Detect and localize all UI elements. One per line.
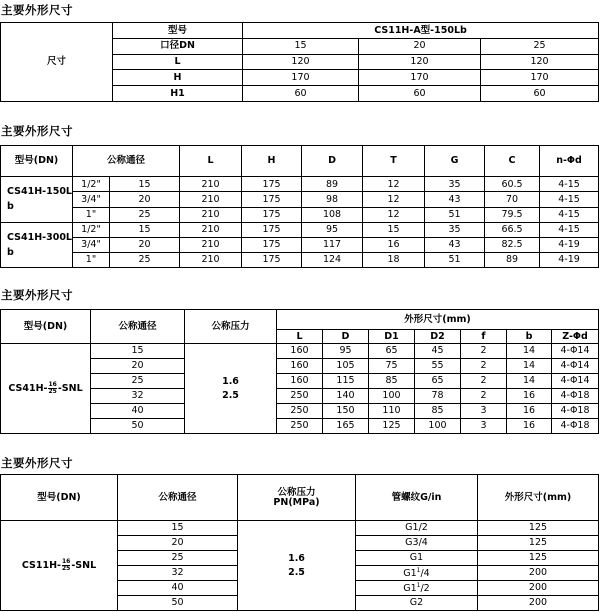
cell: 89 bbox=[302, 177, 363, 192]
pressure-value: 2.5 bbox=[288, 566, 305, 578]
cell: 51 bbox=[425, 252, 485, 267]
row-label: H bbox=[113, 70, 243, 86]
thread-cell bbox=[356, 581, 478, 596]
cell: 16 bbox=[507, 419, 552, 434]
model-header: 型号 bbox=[113, 23, 243, 39]
cell: 85 bbox=[415, 404, 461, 419]
cell: 65 bbox=[415, 374, 461, 389]
thread-fraction-den: /2 bbox=[420, 582, 430, 594]
cell: 120 bbox=[481, 54, 599, 70]
model-suffix: -SNL bbox=[71, 560, 97, 571]
col-header bbox=[238, 475, 356, 521]
cell: 15 bbox=[110, 177, 180, 192]
cell: 95 bbox=[302, 222, 363, 237]
fraction-top: 16 bbox=[48, 381, 57, 388]
cell: 4-Φ14 bbox=[552, 374, 599, 389]
cell: 60 bbox=[243, 86, 359, 102]
cell: 120 bbox=[359, 54, 481, 70]
cell: 210 bbox=[180, 222, 242, 237]
model-cell bbox=[1, 344, 91, 434]
table-row bbox=[1, 404, 599, 419]
cell: 14 bbox=[507, 359, 552, 374]
thread-fraction-num: 1 bbox=[416, 581, 421, 589]
dim-cell: 125 bbox=[478, 551, 599, 566]
cell: 20 bbox=[110, 192, 180, 207]
cell: 3 bbox=[461, 404, 507, 419]
section-title-3: 主要外形尺寸 bbox=[1, 288, 73, 302]
table-row bbox=[1, 521, 599, 536]
model-cell: CS41H-300Lb bbox=[1, 222, 73, 267]
dn-cell: 32 bbox=[91, 389, 185, 404]
cell: 60.5 bbox=[485, 177, 540, 192]
cell: 117 bbox=[302, 237, 363, 252]
cell: 12 bbox=[363, 207, 425, 222]
cell: 4-Φ18 bbox=[552, 404, 599, 419]
pressure-value: 1.6 bbox=[222, 375, 239, 387]
sub-header: f bbox=[461, 330, 507, 344]
thread-value: G3/4 bbox=[405, 537, 428, 549]
size-inch-cell: 3/4" bbox=[73, 237, 110, 252]
cell: 210 bbox=[180, 237, 242, 252]
model-suffix: -SNL bbox=[57, 383, 83, 394]
table-row bbox=[1, 177, 599, 192]
cell: 4-15 bbox=[540, 177, 599, 192]
row-label: L bbox=[113, 54, 243, 70]
col-header: 公称通径 bbox=[73, 146, 180, 177]
cell: 43 bbox=[425, 237, 485, 252]
cell: 14 bbox=[507, 374, 552, 389]
section-title-4: 主要外形尺寸 bbox=[1, 456, 73, 470]
cell: 2 bbox=[461, 344, 507, 359]
cell: 160 bbox=[277, 359, 323, 374]
cell: 4-15 bbox=[540, 207, 599, 222]
sub-header: D bbox=[323, 330, 369, 344]
cell: 170 bbox=[243, 70, 359, 86]
thread-value: G1 bbox=[403, 567, 417, 579]
dn-cell: 20 bbox=[118, 536, 238, 551]
table-row bbox=[1, 252, 599, 267]
model-prefix: CS11H- bbox=[21, 560, 61, 571]
section-title-2: 主要外形尺寸 bbox=[1, 124, 73, 138]
cell: 115 bbox=[323, 374, 369, 389]
cell: 65 bbox=[369, 344, 415, 359]
cell: 160 bbox=[277, 374, 323, 389]
cell: 250 bbox=[277, 389, 323, 404]
model-cell: CS41H-150Lb bbox=[1, 177, 73, 222]
col-header: 管螺纹G/in bbox=[356, 475, 478, 521]
cell: 60 bbox=[481, 86, 599, 102]
cell: 100 bbox=[415, 419, 461, 434]
cell: 35 bbox=[425, 177, 485, 192]
col-header: 外形尺寸(mm) bbox=[277, 310, 599, 330]
cell: 170 bbox=[359, 70, 481, 86]
dn-value: 15 bbox=[243, 38, 359, 54]
col-header: 公称通径 bbox=[118, 475, 238, 521]
col-header: 外形尺寸(mm) bbox=[478, 475, 599, 521]
cell: 4-15 bbox=[540, 222, 599, 237]
dn-cell: 50 bbox=[91, 419, 185, 434]
dim-cell: 125 bbox=[478, 536, 599, 551]
table-row bbox=[1, 207, 599, 222]
table-row bbox=[1, 222, 599, 237]
pressure-cell bbox=[185, 344, 277, 434]
dim-cell: 125 bbox=[478, 521, 599, 536]
thread-fraction-num: 1 bbox=[416, 566, 421, 574]
cell: 16 bbox=[363, 237, 425, 252]
dn-value: 20 bbox=[359, 38, 481, 54]
cell: 15 bbox=[110, 222, 180, 237]
cell: 12 bbox=[363, 177, 425, 192]
cell: 175 bbox=[242, 237, 302, 252]
cell: 4-15 bbox=[540, 192, 599, 207]
cell: 250 bbox=[277, 404, 323, 419]
cell: 95 bbox=[323, 344, 369, 359]
dn-cell: 40 bbox=[118, 581, 238, 596]
pressure-value: 1.6 bbox=[288, 552, 305, 564]
sub-header: Z-Φd bbox=[552, 330, 599, 344]
thread-cell bbox=[356, 536, 478, 551]
col-header: C bbox=[485, 146, 540, 177]
cell: 18 bbox=[363, 252, 425, 267]
col-header: 型号(DN) bbox=[1, 310, 91, 344]
dn-value: 25 bbox=[481, 38, 599, 54]
cell: 210 bbox=[180, 192, 242, 207]
pn-header-line1: 公称压力 bbox=[277, 487, 316, 498]
dn-cell: 50 bbox=[118, 596, 238, 611]
cell: 20 bbox=[110, 237, 180, 252]
dim-cell: 200 bbox=[478, 581, 599, 596]
table-row bbox=[1, 344, 599, 359]
cell: 175 bbox=[242, 252, 302, 267]
cell: 110 bbox=[369, 404, 415, 419]
col-header: 公称通径 bbox=[91, 310, 185, 344]
cell: 4-Φ14 bbox=[552, 344, 599, 359]
cell: 175 bbox=[242, 207, 302, 222]
table-row bbox=[1, 374, 599, 389]
table-row bbox=[1, 192, 599, 207]
thread-cell bbox=[356, 596, 478, 611]
cell: 210 bbox=[180, 252, 242, 267]
thread-fraction-den: /4 bbox=[420, 567, 430, 579]
sub-header: b bbox=[507, 330, 552, 344]
cell: 108 bbox=[302, 207, 363, 222]
size-inch-cell: 1" bbox=[73, 207, 110, 222]
cell: 250 bbox=[277, 419, 323, 434]
table-cs41h-snl bbox=[0, 309, 599, 434]
cell: 105 bbox=[323, 359, 369, 374]
table-row bbox=[1, 237, 599, 252]
thread-cell bbox=[356, 551, 478, 566]
dn-label: 口径DN bbox=[113, 38, 243, 54]
table-row bbox=[1, 389, 599, 404]
cell: 4-19 bbox=[540, 252, 599, 267]
cell: 15 bbox=[363, 222, 425, 237]
size-inch-cell: 3/4" bbox=[73, 192, 110, 207]
cell: 12 bbox=[363, 192, 425, 207]
cell: 60 bbox=[359, 86, 481, 102]
sub-header: D1 bbox=[369, 330, 415, 344]
dn-cell: 25 bbox=[91, 374, 185, 389]
dim-cell: 200 bbox=[478, 566, 599, 581]
cell: 98 bbox=[302, 192, 363, 207]
cell: 78 bbox=[415, 389, 461, 404]
sub-header: D2 bbox=[415, 330, 461, 344]
size-inch-cell: 1/2" bbox=[73, 177, 110, 192]
cell: 35 bbox=[425, 222, 485, 237]
thread-value: G1/2 bbox=[405, 522, 428, 534]
dn-cell: 20 bbox=[91, 359, 185, 374]
table-row bbox=[1, 359, 599, 374]
cell: 43 bbox=[425, 192, 485, 207]
cell: 2 bbox=[461, 374, 507, 389]
dn-cell: 32 bbox=[118, 566, 238, 581]
col-header: n-Φd bbox=[540, 146, 599, 177]
table-cs41h bbox=[0, 145, 599, 268]
cell: 165 bbox=[323, 419, 369, 434]
cell: 89 bbox=[485, 252, 540, 267]
fraction-bottom: 25 bbox=[48, 388, 57, 395]
col-header: 公称压力 bbox=[185, 310, 277, 344]
cell: 125 bbox=[369, 419, 415, 434]
cell: 70 bbox=[485, 192, 540, 207]
section-title-1: 主要外形尺寸 bbox=[1, 3, 73, 17]
pressure-cell bbox=[238, 521, 356, 611]
table-cs11h-snl bbox=[0, 474, 599, 611]
cell: 3 bbox=[461, 419, 507, 434]
size-inch-cell: 1/2" bbox=[73, 222, 110, 237]
cell: 120 bbox=[243, 54, 359, 70]
col-header: L bbox=[180, 146, 242, 177]
pressure-value: 2.5 bbox=[222, 389, 239, 401]
cell: 25 bbox=[110, 207, 180, 222]
col-header: T bbox=[363, 146, 425, 177]
dn-cell: 40 bbox=[91, 404, 185, 419]
cell: 4-Φ18 bbox=[552, 419, 599, 434]
model-name: CS11H-A型-150Lb bbox=[243, 23, 599, 39]
cell: 150 bbox=[323, 404, 369, 419]
pn-header-line2: PN(MPa) bbox=[273, 496, 320, 508]
cell: 140 bbox=[323, 389, 369, 404]
cell: 170 bbox=[481, 70, 599, 86]
col-header: H bbox=[242, 146, 302, 177]
thread-cell bbox=[356, 521, 478, 536]
thread-value: G1 bbox=[409, 552, 424, 564]
cell: 16 bbox=[507, 389, 552, 404]
sub-header: L bbox=[277, 330, 323, 344]
dn-cell: 25 bbox=[118, 551, 238, 566]
cell: 210 bbox=[180, 207, 242, 222]
cell: 4-19 bbox=[540, 237, 599, 252]
cell: 2 bbox=[461, 359, 507, 374]
cell: 66.5 bbox=[485, 222, 540, 237]
thread-value: G1 bbox=[403, 582, 417, 594]
cell: 175 bbox=[242, 177, 302, 192]
pressure-fraction bbox=[62, 559, 70, 572]
col-header: D bbox=[302, 146, 363, 177]
cell: 51 bbox=[425, 207, 485, 222]
row-label: H1 bbox=[113, 86, 243, 102]
table-row bbox=[1, 419, 599, 434]
cell: 175 bbox=[242, 222, 302, 237]
cell: 4-Φ18 bbox=[552, 389, 599, 404]
dn-cell: 15 bbox=[91, 344, 185, 359]
thread-value: G2 bbox=[409, 597, 424, 609]
cell: 2 bbox=[461, 389, 507, 404]
cell: 160 bbox=[277, 344, 323, 359]
size-label: 尺寸 bbox=[1, 23, 113, 102]
table-cs11h-a bbox=[0, 22, 599, 102]
cell: 25 bbox=[110, 252, 180, 267]
cell: 14 bbox=[507, 344, 552, 359]
cell: 124 bbox=[302, 252, 363, 267]
col-header: 型号(DN) bbox=[1, 146, 73, 177]
dim-cell: 200 bbox=[478, 596, 599, 611]
cell: 75 bbox=[369, 359, 415, 374]
cell: 45 bbox=[415, 344, 461, 359]
cell: 82.5 bbox=[485, 237, 540, 252]
cell: 79.5 bbox=[485, 207, 540, 222]
fraction-bottom: 25 bbox=[61, 565, 71, 572]
fraction-top: 16 bbox=[61, 558, 71, 565]
col-header: 型号(DN) bbox=[1, 475, 118, 521]
size-inch-cell: 1" bbox=[73, 252, 110, 267]
cell: 4-Φ14 bbox=[552, 359, 599, 374]
pressure-fraction bbox=[48, 382, 56, 395]
thread-cell bbox=[356, 566, 478, 581]
cell: 175 bbox=[242, 192, 302, 207]
cell: 55 bbox=[415, 359, 461, 374]
cell: 85 bbox=[369, 374, 415, 389]
model-cell bbox=[1, 521, 118, 611]
col-header: G bbox=[425, 146, 485, 177]
cell: 210 bbox=[180, 177, 242, 192]
cell: 16 bbox=[507, 404, 552, 419]
model-prefix: CS41H- bbox=[8, 383, 48, 394]
dn-cell: 15 bbox=[118, 521, 238, 536]
cell: 100 bbox=[369, 389, 415, 404]
